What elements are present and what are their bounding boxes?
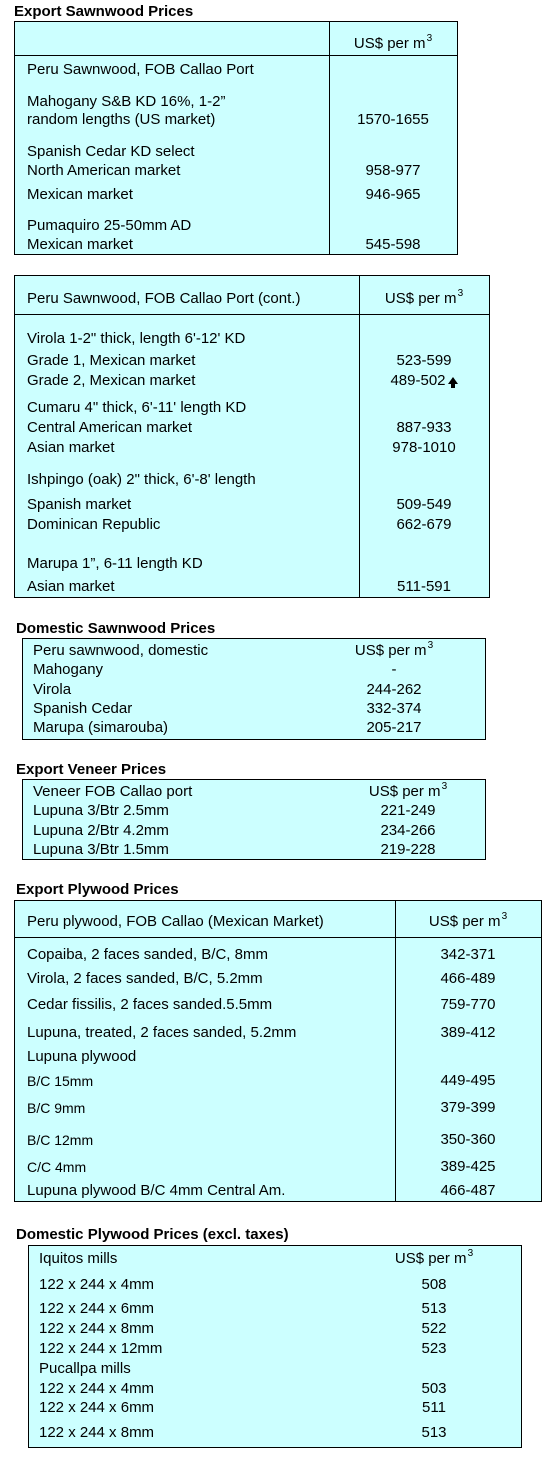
row-label: Dominican Republic — [27, 516, 161, 533]
row-value: 205-217 — [366, 719, 422, 736]
row-value: 513 — [421, 1300, 447, 1317]
row-label: Mexican market — [27, 236, 133, 253]
domestic-sawnwood-title: Domestic Sawnwood Prices — [16, 620, 216, 637]
row-label: Marupa 1”, 6-11 length KD — [27, 555, 203, 572]
row-label: Mexican market — [27, 186, 133, 203]
row-value: 522 — [421, 1320, 447, 1337]
row-value: 511-591 — [397, 578, 451, 595]
row-value: 545-598 — [365, 236, 421, 253]
row-label: B/C 12mm — [27, 1132, 94, 1148]
row-label: Lupuna 2/Btr 4.2mm — [33, 822, 169, 839]
row-value: 342-371 — [440, 946, 496, 963]
column-header-unit: US$ per $m^3$ — [353, 33, 433, 52]
row-label: Lupuna 3/Btr 2.5mm — [33, 802, 169, 819]
row-label: Cedar fissilis, 2 faces sanded.5.5mm — [27, 996, 273, 1013]
row-label: Asian market — [27, 578, 115, 595]
row-value: 523-599 — [396, 352, 452, 369]
row-label: B/C 15mm — [27, 1073, 94, 1089]
column-header-unit: US$ per $m^3$ — [354, 640, 434, 659]
row-value: 946-965 — [365, 186, 421, 203]
row-label: 122 x 244 x 8mm — [39, 1424, 155, 1441]
row-label: 122 x 244 x 4mm — [39, 1380, 155, 1397]
row-value: 509-549 — [396, 496, 452, 513]
row-label: Virola, 2 faces sanded, B/C, 5.2mm — [27, 970, 263, 987]
row-label: Mahogany S&B KD 16%, 1-2” — [27, 93, 226, 110]
column-header-label: Peru Sawnwood, FOB Callao Port (cont.) — [27, 290, 301, 307]
row-value: 1570-1655 — [357, 111, 429, 128]
export-plywood-table — [14, 900, 542, 1202]
row-label: Cumaru 4" thick, 6'-11' length KD — [27, 399, 247, 416]
row-label: Grade 2, Mexican market — [27, 372, 196, 389]
row-label: Central American market — [27, 419, 193, 436]
row-value: 379-399 — [440, 1099, 496, 1116]
row-label: Spanish market — [27, 496, 132, 513]
row-value: 449-495 — [440, 1072, 496, 1089]
row-label: 122 x 244 x 4mm — [39, 1276, 155, 1293]
row-label: Mahogany — [33, 661, 104, 678]
row-value: 978-1010 — [392, 439, 456, 456]
row-label: Spanish Cedar — [33, 700, 133, 717]
row-label: Lupuna 3/Btr 1.5mm — [33, 841, 169, 858]
row-label: Copaiba, 2 faces sanded, B/C, 8mm — [27, 946, 268, 963]
column-header-unit: US$ per $m^3$ — [368, 781, 448, 800]
row-value: 508 — [421, 1276, 447, 1293]
domestic-sawnwood-table — [22, 638, 486, 740]
row-value: 350-360 — [440, 1131, 496, 1148]
export-sawnwood-cont-table — [14, 275, 490, 598]
row-label: Asian market — [27, 439, 115, 456]
row-label: Virola — [33, 681, 72, 698]
column-header-unit: US$ per $m^3$ — [394, 1248, 474, 1267]
row-label: Pumaquiro 25-50mm AD — [27, 217, 192, 234]
export-sawnwood-title: Export Sawnwood Prices — [14, 3, 194, 20]
row-value: 389-412 — [440, 1024, 496, 1041]
row-label: Ishpingo (oak) 2" thick, 6'-8' length — [27, 471, 256, 488]
row-value: 221-249 — [380, 802, 436, 819]
column-header-unit: US$ per $m^3$ — [428, 911, 508, 930]
up-arrow-icon — [448, 377, 458, 384]
row-value: 958-977 — [365, 162, 421, 179]
row-label: Pucallpa mills — [39, 1360, 131, 1377]
column-header-label: Iquitos mills — [39, 1250, 118, 1267]
column-header-label: Peru plywood, FOB Callao (Mexican Market) — [27, 913, 324, 930]
row-label: Virola 1-2" thick, length 6'-12' KD — [27, 330, 246, 347]
row-label: Spanish Cedar KD select — [27, 143, 195, 160]
row-label: C/C 4mm — [27, 1159, 87, 1175]
row-value: 219-228 — [380, 841, 436, 858]
row-value: 511 — [422, 1399, 446, 1416]
row-label: random lengths (US market) — [27, 111, 216, 128]
domestic-plywood-table — [28, 1245, 522, 1448]
row-label: Grade 1, Mexican market — [27, 352, 196, 369]
row-label: Peru Sawnwood, FOB Callao Port — [27, 61, 254, 78]
row-label: Lupuna plywood B/C 4mm Central Am. — [27, 1182, 286, 1199]
export-sawnwood-table — [14, 21, 458, 255]
export-plywood-title: Export Plywood Prices — [16, 881, 179, 898]
row-value: 523 — [421, 1340, 447, 1357]
column-header-label: Veneer FOB Callao port — [33, 783, 193, 800]
row-value: 244-262 — [366, 681, 422, 698]
row-value: 234-266 — [380, 822, 436, 839]
row-label: 122 x 244 x 6mm — [39, 1399, 155, 1416]
column-header-unit: US$ per $m^3$ — [384, 288, 464, 307]
row-label: Lupuna plywood — [27, 1048, 137, 1065]
row-value: 466-489 — [440, 970, 496, 987]
column-header-label: Peru sawnwood, domestic — [33, 642, 209, 659]
row-value: 759-770 — [440, 996, 496, 1013]
row-value: 662-679 — [396, 516, 452, 533]
export-veneer-title: Export Veneer Prices — [16, 761, 167, 778]
row-value: - — [391, 661, 397, 678]
row-value: 489-502 — [359, 372, 489, 390]
row-value: 466-487 — [440, 1182, 496, 1199]
row-label: North American market — [27, 162, 181, 179]
row-label: 122 x 244 x 6mm — [39, 1300, 155, 1317]
row-label: B/C 9mm — [27, 1100, 86, 1116]
row-value: 332-374 — [366, 700, 422, 717]
export-veneer-table — [22, 779, 486, 860]
row-value: 389-425 — [440, 1158, 496, 1175]
row-label: Lupuna, treated, 2 faces sanded, 5.2mm — [27, 1024, 297, 1041]
row-label: 122 x 244 x 8mm — [39, 1320, 155, 1337]
row-label: Marupa (simarouba) — [33, 719, 169, 736]
row-value: 887-933 — [396, 419, 452, 436]
row-value: 503 — [421, 1380, 447, 1397]
domestic-plywood-title: Domestic Plywood Prices (excl. taxes) — [16, 1226, 289, 1243]
row-label: 122 x 244 x 12mm — [39, 1340, 163, 1357]
row-value: 513 — [421, 1424, 447, 1441]
